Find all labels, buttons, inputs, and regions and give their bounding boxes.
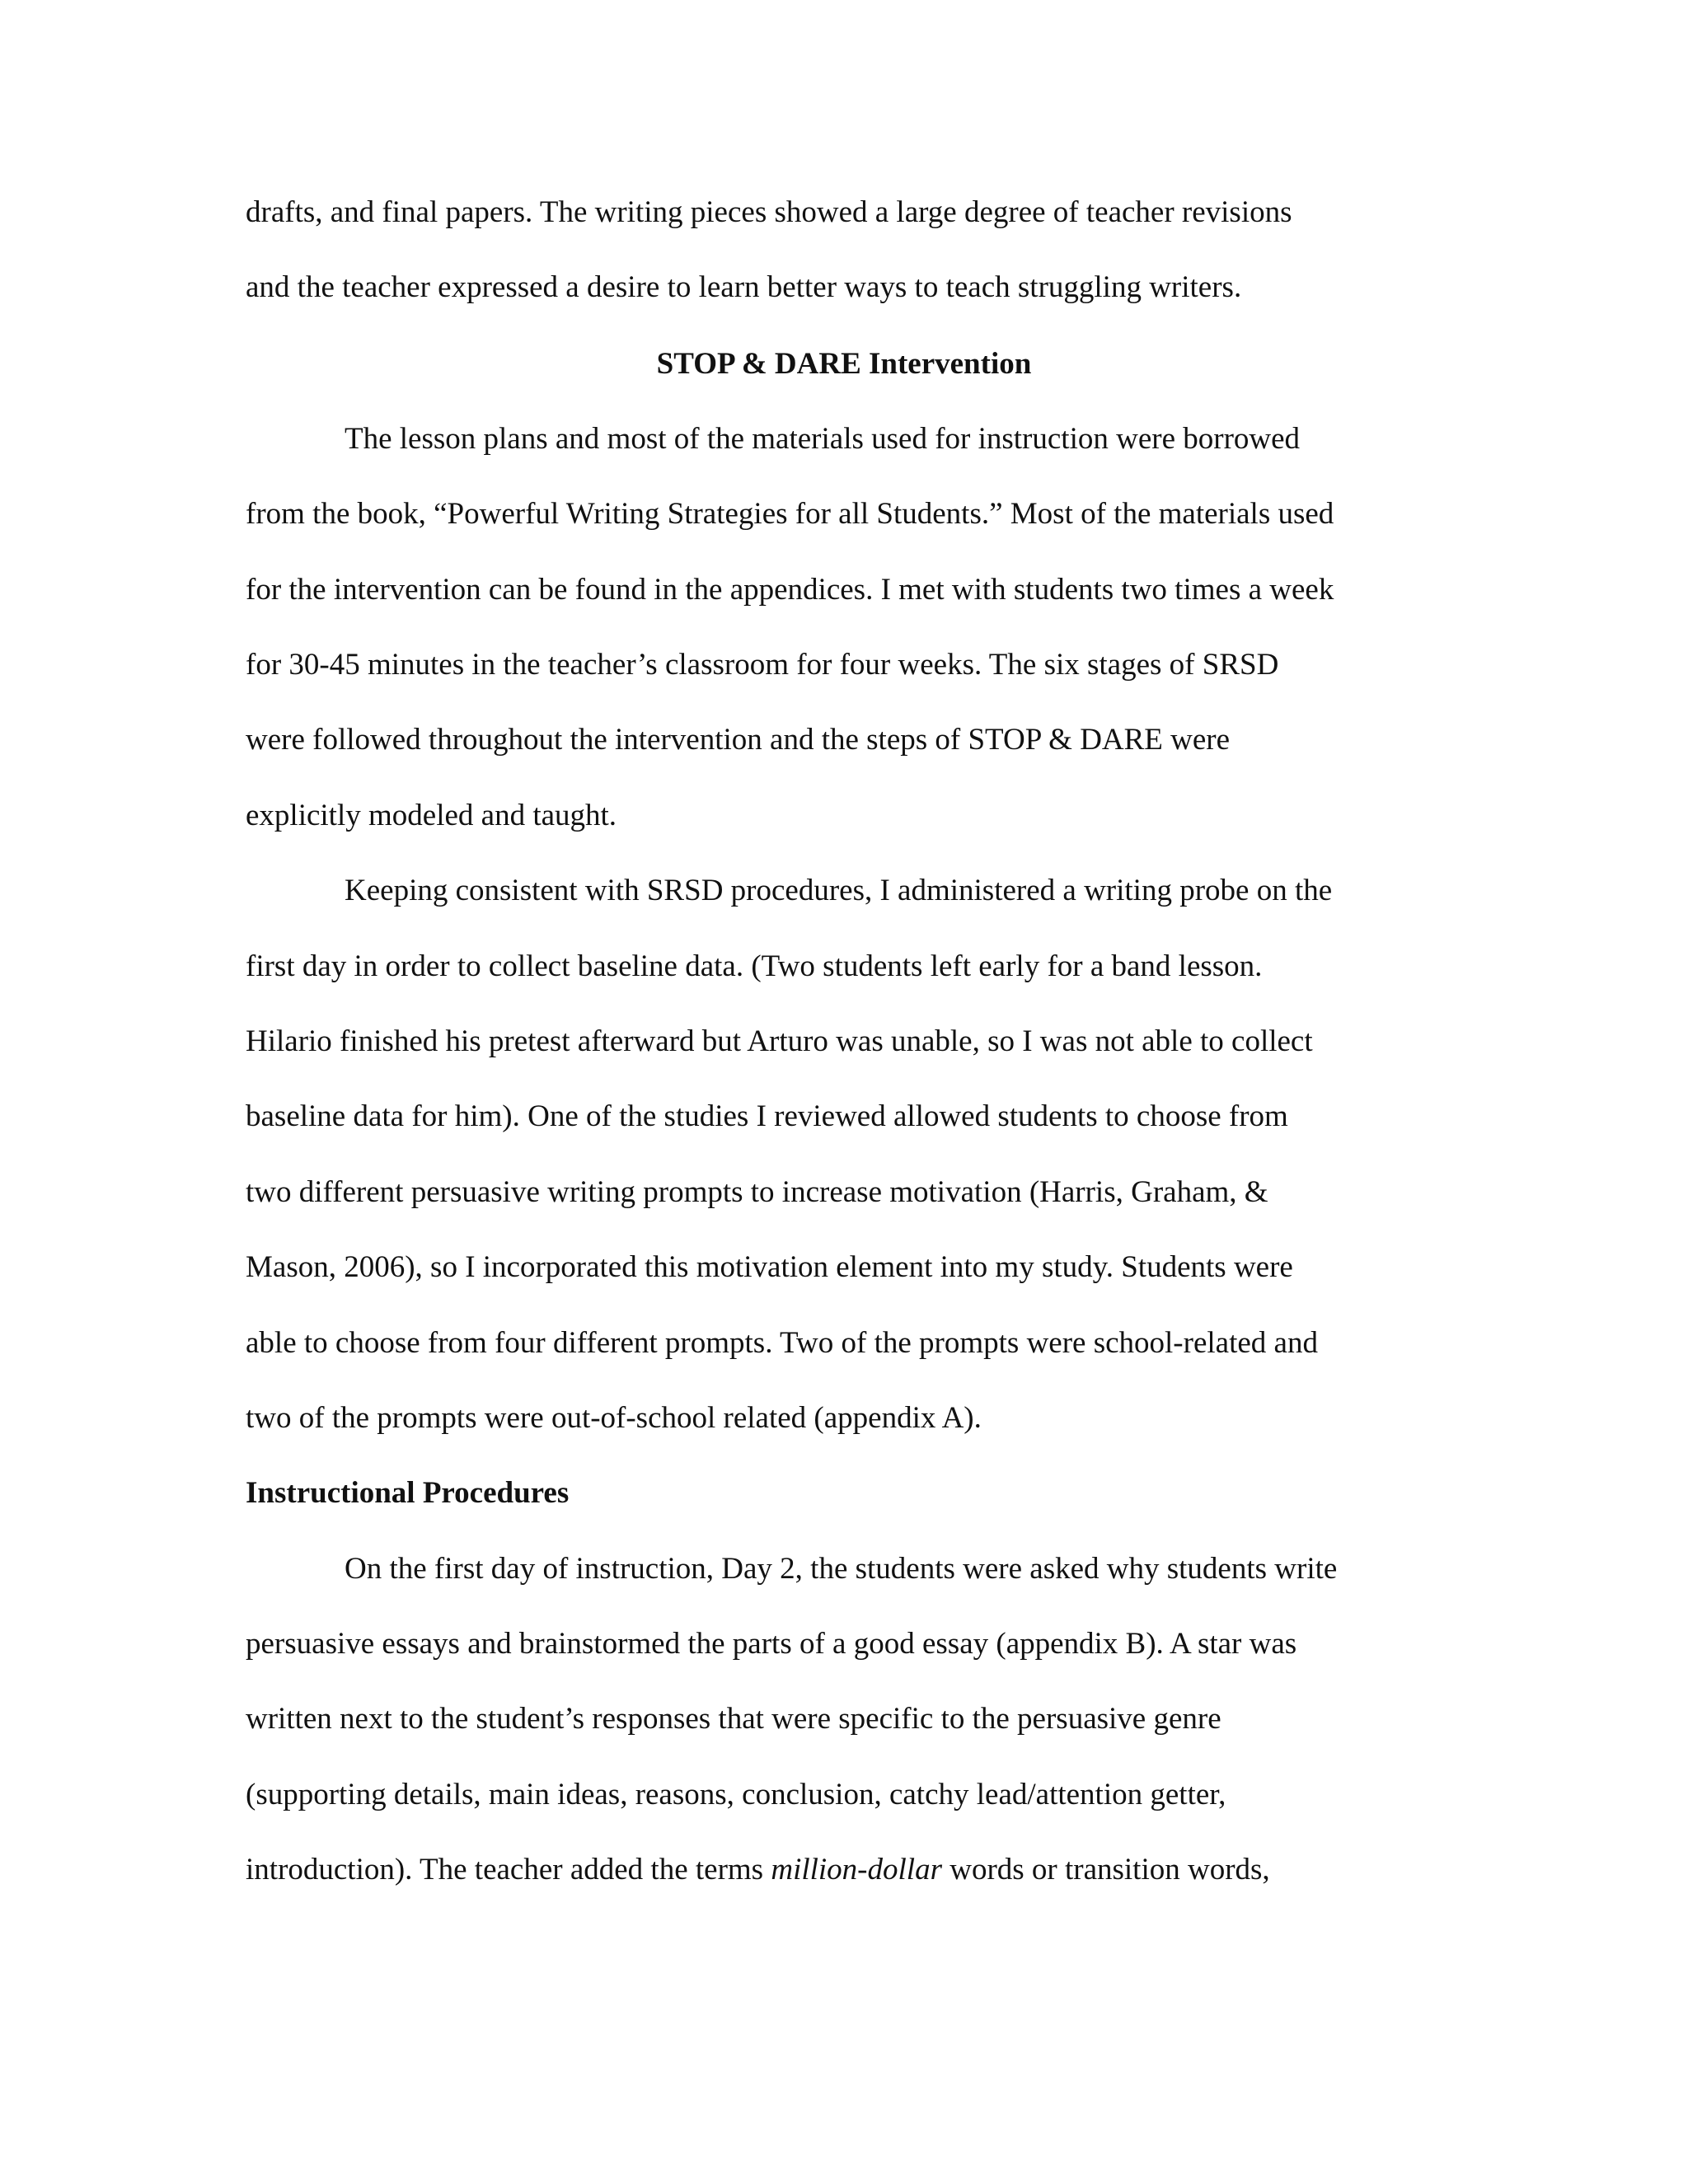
text-line: Mason, 2006), so I incorporated this motivation element into my study. Students were (246, 1250, 1293, 1284)
text-line: two different persuasive writing prompts to increase motivation (Harris, Graham, & (246, 1175, 1268, 1209)
text-line: The lesson plans and most of the materials used for instruction were borrowed (345, 422, 1301, 456)
text-line: written next to the student’s responses that were specific to the persuasive genre (246, 1702, 1221, 1736)
section-heading: STOP & DARE Intervention (656, 347, 1032, 381)
final-line-end: words or transition words, (941, 1853, 1270, 1886)
text-line: for 30-45 minutes in the teacher’s classroom for four weeks. The six stages of SRSD (246, 648, 1279, 682)
text-line: and the teacher expressed a desire to learn better ways to teach struggling writers. (246, 270, 1242, 304)
text-line: persuasive essays and brainstormed the parts of a good essay (appendix B). A star was (246, 1627, 1297, 1661)
text-line: for the intervention can be found in the appendices. I met with students two times a week (246, 573, 1334, 607)
text-line: first day in order to collect baseline data. (Two students left early for a band lesson. (246, 949, 1263, 983)
text-line: were followed throughout the intervention and the steps of STOP & DARE were (246, 723, 1231, 757)
text-line: (supporting details, main ideas, reasons, conclusion, catchy lead/attention getter, (246, 1778, 1226, 1811)
text-line: able to choose from four different prompts. Two of the prompts were school-related and (246, 1326, 1318, 1360)
text-line: from the book, “Powerful Writing Strategies for all Students.” Most of the materials used (246, 497, 1334, 531)
final-line-start: introduction). The teacher added the terms (246, 1853, 771, 1886)
text-line: Keeping consistent with SRSD procedures, I administered a writing probe on the (345, 874, 1333, 907)
text-line: drafts, and final papers. The writing pieces showed a large degree of teacher revisions (246, 195, 1292, 229)
emphasis-term: million-dollar (771, 1853, 942, 1886)
final-line (246, 1852, 1270, 1888)
text-line: baseline data for him). One of the studies I reviewed allowed students to choose from (246, 1099, 1288, 1133)
text-line: Hilario finished his pretest afterward but Arturo was unable, so I was not able to collect (246, 1024, 1313, 1058)
text-line: On the first day of instruction, Day 2, the students were asked why students write (345, 1552, 1338, 1586)
text-line: two of the prompts were out-of-school related (appendix A). (246, 1401, 982, 1435)
subheading: Instructional Procedures (246, 1476, 570, 1510)
text-line: explicitly modeled and taught. (246, 799, 617, 832)
